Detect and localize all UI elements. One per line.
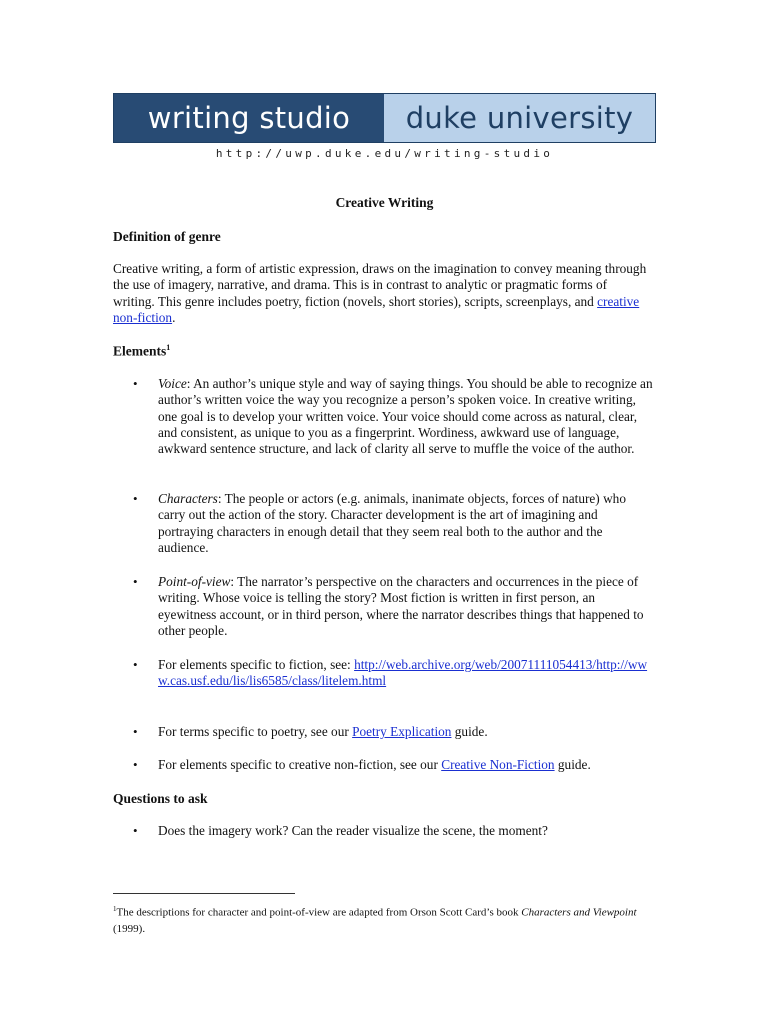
list-item-nonfiction [158,757,653,773]
definition-heading: Definition of genre [113,229,221,244]
creative-nonfiction-link[interactable]: creative non-fiction [113,293,640,325]
document-title: Creative Writing [335,195,434,210]
nonfiction-text: For elements specific to creative non-fiction, see our [158,757,442,772]
voice-text: : An author’s unique style and way of saying things. You should be able to recognize an author’s written voice the way you recognize a person’s spoken voice. In creative writing, one goal is to develop your written voice. Your voice should come across as natural, clear, and consistent, as unique to you as a fingerprint. Wordiness, awkward use of language, awkward sentence structure, and lack of clarity all serve to muffle the voice of the author. [158,376,653,457]
banner-writing-studio: writing studio [114,94,384,142]
elements-heading [113,343,170,360]
elements-heading-text: Elements [113,343,167,359]
bullet-fiction: • [133,657,138,672]
questions-heading: Questions to ask [113,791,208,806]
list-item-voice [158,376,653,457]
bullet-voice: • [133,376,138,391]
list-item-characters [158,491,653,556]
nonfiction-end: guide. [554,757,591,772]
bullet-poetry: • [133,724,138,739]
bullet-question-1: • [133,823,138,838]
footnote-number: 1 [113,905,117,913]
definition-text: Creative writing, a form of artistic expression, draws on the imagination to convey meaning through the use of imagery, narrative, and drama. This is in contrast to analytic or pragmatic forms of writing. This genre includes poetry, fiction (novels, short stories), scripts, screenplays, and [113,261,647,309]
footnote-book-title: Characters and Viewpoint [521,906,637,919]
banner-duke-university: duke university [384,94,655,142]
header-url: http://uwp.duke.edu/writing-studio [215,147,554,160]
list-item-point-of-view [158,574,653,639]
footnote [113,901,653,937]
bullet-characters: • [133,491,138,506]
bullet-point-of-view: • [133,574,138,589]
pov-text: : The narrator’s perspective on the characters and occurrences in the piece of writing. Whose voice is telling the story? Most fiction is written in first person, an eyewitness account, or in third person, where the narrator describes things that happened to other people. [158,574,644,638]
list-item-fiction [158,657,653,690]
definition-paragraph [113,261,648,326]
creative-nonfiction-guide-link[interactable]: Creative Non-Fiction [441,757,555,772]
poetry-end: guide. [451,724,488,739]
fiction-elements-link[interactable]: http://web.archive.org/web/20071111054413/http://www.cas.usf.edu/lis/lis6585/class/litelem.html [158,657,648,689]
poetry-explication-link[interactable]: Poetry Explication [352,724,452,739]
footnote-text: The descriptions for character and point-of-view are adapted from Orson Scott Card’s book [116,906,522,919]
characters-text: : The people or actors (e.g. animals, inanimate objects, forces of nature) who carry out the action of the story. Character development is the art of imagining and portraying characters in enough detail that they seem real both to the author and the audience. [158,491,626,555]
list-item-poetry [158,724,653,740]
characters-term: Characters [158,491,218,506]
voice-term: Voice [158,376,187,391]
footnote-marker: 1 [166,343,171,352]
footnote-divider [113,893,295,894]
fiction-text: For elements specific to fiction, see: [158,657,355,672]
list-item-question-1: Does the imagery work? Can the reader visualize the scene, the moment? [158,823,548,838]
poetry-text: For terms specific to poetry, see our [158,724,353,739]
definition-end: . [172,309,176,325]
pov-term: Point-of-view [158,574,231,589]
header-banner [113,93,656,143]
footnote-end: (1999). [113,922,146,935]
bullet-nonfiction: • [133,757,138,772]
